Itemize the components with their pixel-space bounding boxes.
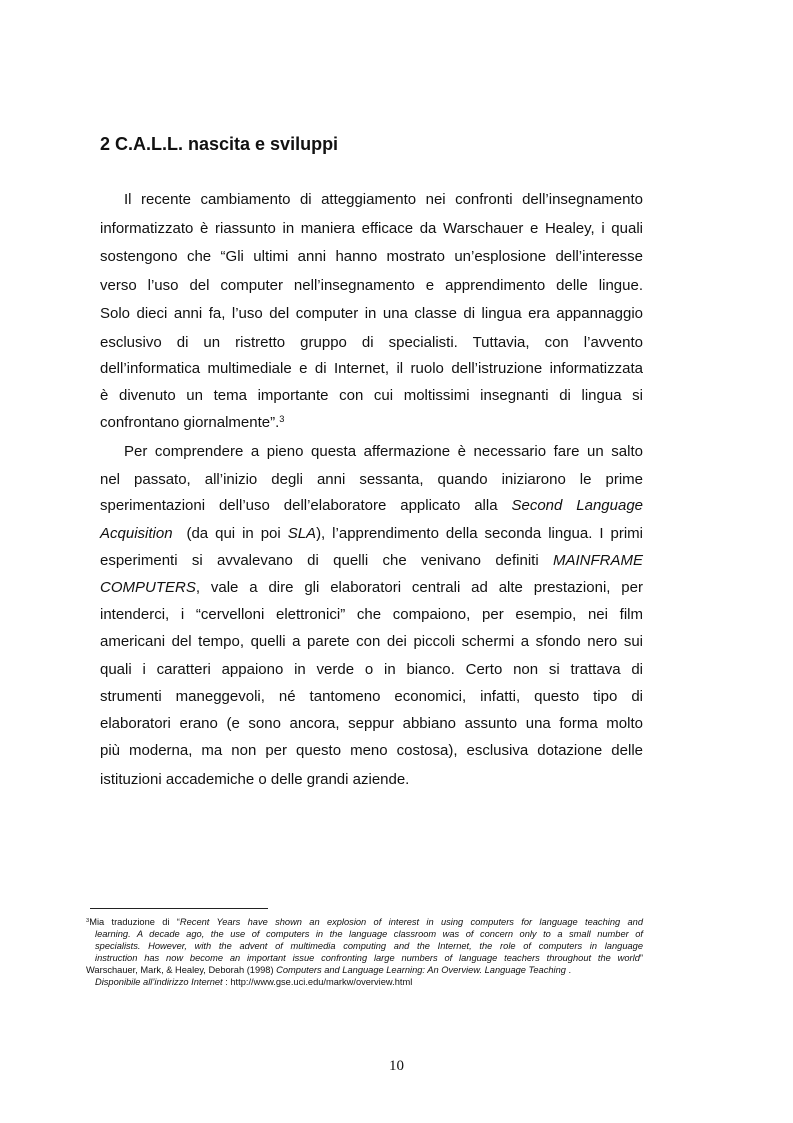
footnote-line xyxy=(95,940,643,952)
footnote-line xyxy=(86,964,643,976)
footnote-quote: specialists. However, with the advent of multimedia computing and the Internet, the role of computers in language xyxy=(95,941,643,951)
body-line xyxy=(100,409,643,436)
footnote-url: : http://www.gse.uci.edu/markw/overview.html xyxy=(222,977,413,987)
body-line: sostengono che “Gli ultimi anni hanno mostrato un’esplosione dell’interesse xyxy=(100,248,643,265)
body-line: esclusivo di un ristretto gruppo di specialisti. Tuttavia, con l’avvento xyxy=(100,334,643,351)
body-text: ), l’apprendimento della seconda lingua. I primi xyxy=(316,525,643,542)
footnote-quote: instruction has now become an important issue confronting large numbers of language teachers throughout the world xyxy=(95,953,640,963)
emphasis-term: Second Language xyxy=(511,497,643,514)
body-text: , vale a dire gli elaboratori centrali ad alte prestazioni, per xyxy=(195,579,643,596)
body-line: strumenti maneggevoli, né tantomeno economici, infatti, questo tipo di xyxy=(100,688,643,705)
footnote-text: Mia traduzione di “ xyxy=(89,917,180,927)
footnote-line xyxy=(95,952,643,964)
emphasis-term: SLA xyxy=(287,525,317,542)
footnote-citation: Warschauer, Mark, & Healey, Deborah (1998) xyxy=(86,965,277,975)
footnote-line xyxy=(95,976,643,988)
body-line: quali i caratteri appaiono in verde o in bianco. Certo non si trattava di xyxy=(100,661,643,678)
body-line xyxy=(100,574,643,601)
body-line: elaboratori erano (e sono ancora, seppur abbiano assunto una forma molto xyxy=(100,715,643,732)
body-line: americani del tempo, quelli a parete con dei piccoli schermi a sfondo nero sui xyxy=(100,633,643,650)
body-line xyxy=(100,520,643,547)
body-line: verso l’uso del computer nell’insegnamento e apprendimento delle lingue. xyxy=(100,277,643,294)
body-line xyxy=(100,492,643,519)
section-heading: 2 C.A.L.L. nascita e sviluppi xyxy=(100,134,339,154)
body-line: informatizzato è riassunto in maniera efficace da Warschauer e Healey, i quali xyxy=(100,220,643,237)
footnote-marker: 3 xyxy=(86,917,90,924)
footnote-quote: learning. A decade ago, the use of computers in the language classroom was of concern only to a small number of xyxy=(95,929,643,939)
footnote-work-title: Computers and Language Learning: An Overview. Language Teaching xyxy=(276,965,566,975)
body-text: confrontano giornalmente”. xyxy=(100,414,280,431)
body-line: Il recente cambiamento di atteggiamento nei confronti dell’insegnamento xyxy=(124,191,643,208)
body-text: sperimentazioni dell’uso dell’elaboratore applicato alla xyxy=(100,497,512,514)
footnote-text: . xyxy=(565,965,572,975)
body-line: Per comprendere a pieno questa affermazione è necessario fare un salto xyxy=(124,443,643,460)
body-text: (da qui in poi xyxy=(172,525,288,542)
footnote-separator xyxy=(90,908,268,909)
emphasis-term: MAINFRAME xyxy=(553,552,643,569)
body-text: esperimenti si avvalevano di quelli che venivano definiti xyxy=(100,552,553,569)
emphasis-term: COMPUTERS xyxy=(100,579,196,596)
body-line: è divenuto un tema importante con cui moltissimi insegnanti di lingua si xyxy=(100,387,643,404)
body-line: più moderna, ma non per questo meno costosa), esclusiva dotazione delle xyxy=(100,742,643,759)
footnote-reference: 3 xyxy=(279,413,285,424)
footnote-text: ” xyxy=(639,953,643,963)
footnote-quote: Recent Years have shown an explosion of interest in using computers for language teaching and xyxy=(179,917,643,927)
body-line xyxy=(100,547,643,574)
footnote-text: Disponibile all’indirizzo Internet xyxy=(95,977,223,987)
body-line: istituzioni accademiche o delle grandi aziende. xyxy=(100,771,410,788)
body-line: Solo dieci anni fa, l’uso del computer in una classe di lingua era appannaggio xyxy=(100,305,643,322)
body-line: intenderci, i “cervelloni elettronici” che compaiono, per esempio, nei film xyxy=(100,606,643,623)
emphasis-term: Acquisition xyxy=(100,525,173,542)
body-line: dell’informatica multimediale e di Internet, il ruolo dell’istruzione informatizzata xyxy=(100,360,643,377)
page-number: 10 xyxy=(389,1058,404,1074)
body-line: nel passato, all’inizio degli anni sessanta, quando iniziarono le prime xyxy=(100,471,643,488)
footnote-line xyxy=(86,916,643,928)
footnote-line xyxy=(95,928,643,940)
